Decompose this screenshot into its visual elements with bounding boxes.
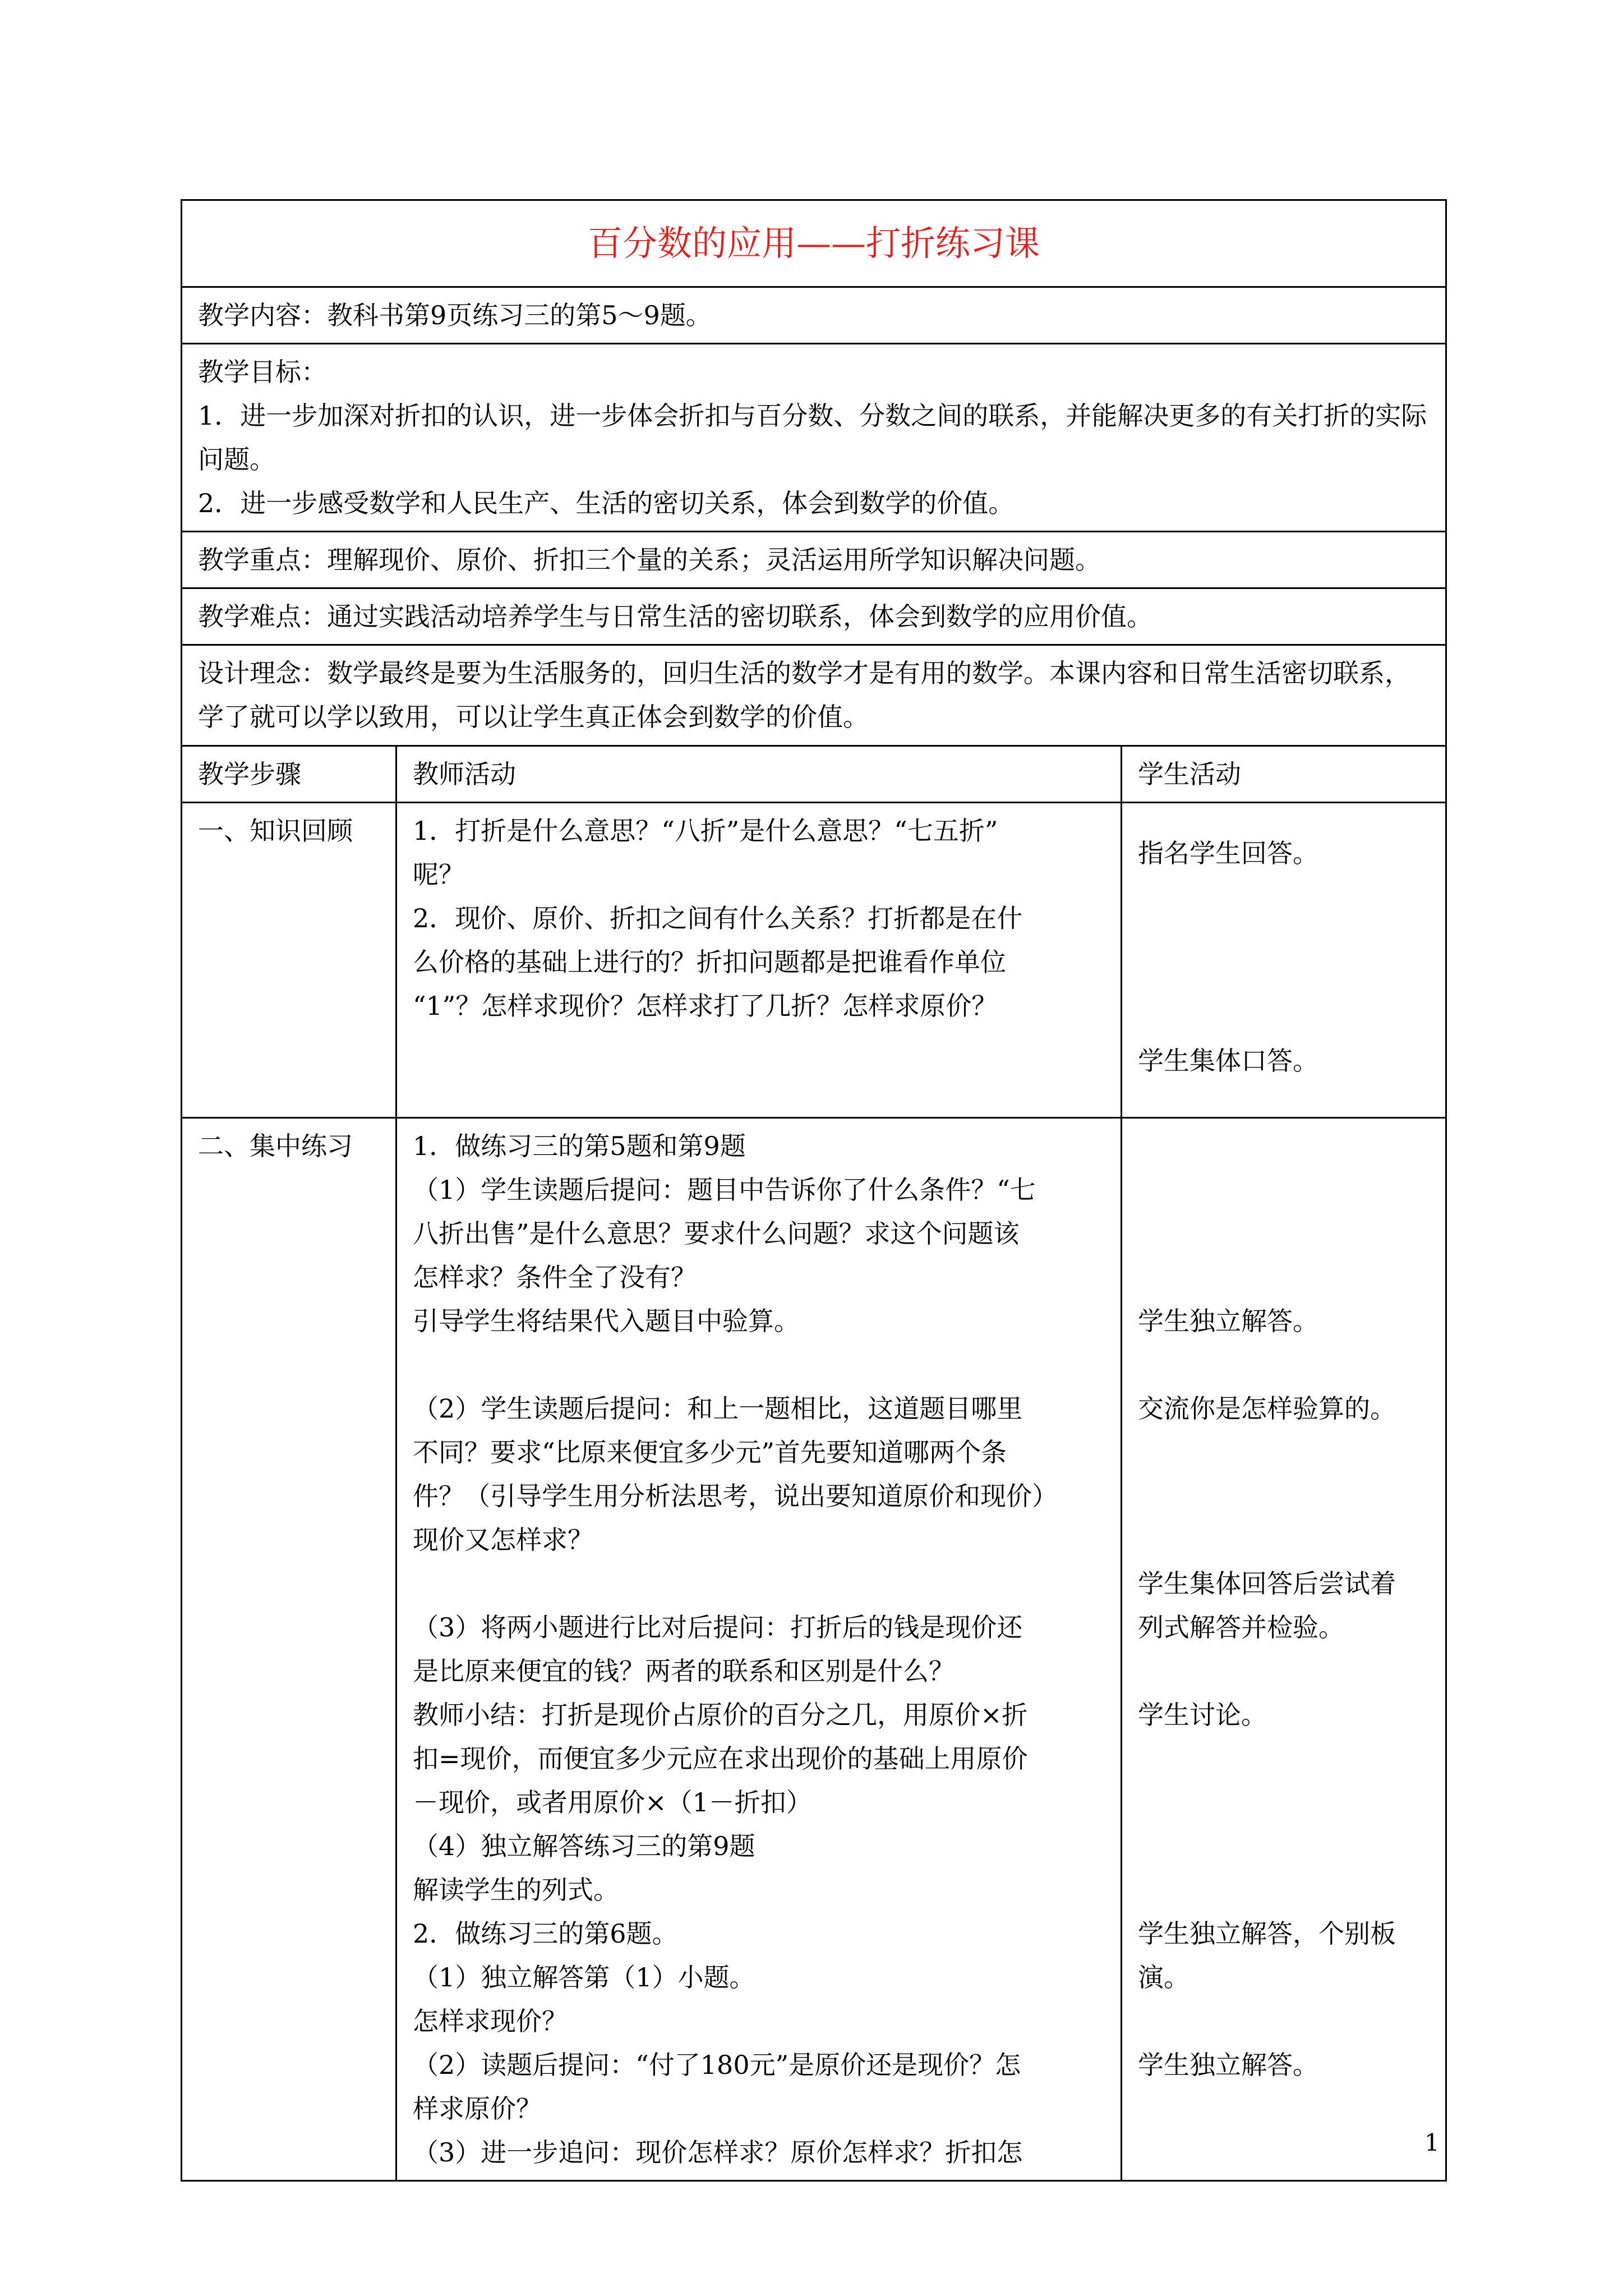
teacher-line: 么价格的基础上进行的？折扣问题都是把谁看作单位: [413, 947, 1006, 977]
key-points-text: 教学重点：理解现价、原价、折扣三个量的关系；灵活运用所学知识解决问题。: [198, 545, 1101, 575]
key-points: [182, 532, 1446, 588]
teacher-line: “1”？怎样求现价？怎样求打了几折？怎样求原价？: [413, 991, 998, 1021]
teacher-line: （2）学生读题后提问：和上一题相比，这道题目哪里: [413, 1393, 1023, 1424]
student-line: 学生独立解答。: [1138, 2050, 1318, 2080]
teacher-line: 怎样求？条件全了没有？: [413, 1262, 697, 1292]
objective-item-1: 1．进一步加深对折扣的认识，进一步体会折扣与百分数、分数之间的联系，并能解决更多的有关打折的实际问题。: [198, 401, 1427, 475]
teacher-line: 怎样求现价？: [413, 2006, 568, 2036]
teacher-line: 教师小结：打折是现价占原价的百分之几，用原价×折: [413, 1700, 1028, 1730]
section-1-student: [1122, 803, 1446, 1118]
section-2-student: [1122, 1118, 1446, 2181]
student-line: 学生独立解答。: [1138, 1306, 1318, 1336]
teacher-line: 不同？要求“比原来便宜多少元”首先要知道哪两个条: [413, 1437, 1007, 1467]
student-line: 交流你是怎样验算的。: [1138, 1393, 1396, 1424]
teacher-line: 呢？: [413, 859, 464, 890]
difficulties: [182, 588, 1446, 645]
section-2-step: 二、集中练习: [182, 1118, 396, 2181]
objective-item-2: 2．进一步感受数学和人民生产、生活的密切关系，体会到数学的价值。: [198, 488, 1015, 518]
student-line: 学生独立解答，个别板: [1138, 1918, 1396, 1949]
teacher-line: 引导学生将结果代入题目中验算。: [413, 1306, 800, 1336]
teaching-objectives: [182, 344, 1446, 532]
design-concept: [182, 645, 1446, 746]
teacher-line: （2）读题后提问：“付了180元”是原价还是现价？怎: [413, 2050, 1021, 2080]
teacher-line: 2．做练习三的第6题。: [413, 1918, 678, 1949]
lesson-title: 百分数的应用——打折练习课: [182, 200, 1446, 287]
teacher-line: 八折出售”是什么意思？要求什么问题？求这个问题该: [413, 1218, 1020, 1249]
teacher-line: 是比原来便宜的钱？两者的联系和区别是什么？: [413, 1656, 955, 1686]
teaching-content-text: 教学内容：教科书第9页练习三的第5～9题。: [198, 300, 712, 330]
difficulties-text: 教学难点：通过实践活动培养学生与日常生活的密切联系，体会到数学的应用价值。: [198, 601, 1152, 632]
teacher-line: 件？（引导学生用分析法思考，说出要知道原价和现价）: [413, 1481, 1058, 1511]
lesson-plan-table: [181, 199, 1447, 2182]
teacher-line: 现价又怎样求？: [413, 1525, 593, 1555]
teacher-line: （1）学生读题后提问：题目中告诉你了什么条件？“七: [413, 1175, 1036, 1205]
objectives-label: 教学目标：: [198, 357, 327, 387]
student-line: 列式解答并检验。: [1138, 1612, 1344, 1642]
student-line: 学生集体口答。: [1138, 1046, 1318, 1076]
section-1-step: 一、知识回顾: [182, 803, 396, 1118]
header-student: 学生活动: [1122, 746, 1446, 803]
teacher-line: 扣=现价，而便宜多少元应在求出现价的基础上用原价: [413, 1743, 1028, 1774]
header-teacher: 教师活动: [396, 746, 1122, 803]
section-1-teacher: [396, 803, 1122, 1118]
teacher-line: （3）进一步追问：现价怎样求？原价怎样求？折扣怎: [413, 2137, 1023, 2168]
teacher-line: 1．打折是什么意思？“八折”是什么意思？“七五折”: [413, 816, 998, 846]
teacher-line: 解读学生的列式。: [413, 1875, 619, 1905]
teacher-line: （1）独立解答第（1）小题。: [413, 1962, 755, 1993]
header-steps: 教学步骤: [182, 746, 396, 803]
student-line: 演。: [1138, 1962, 1189, 1993]
teacher-line: （4）独立解答练习三的第9题: [413, 1831, 755, 1861]
teacher-line: 样求原价？: [413, 2093, 542, 2124]
page-number: 1: [1424, 2129, 1440, 2156]
teacher-line: －现价，或者用原价×（1－折扣）: [413, 1787, 812, 1818]
design-concept-text: 设计理念：数学最终是要为生活服务的，回归生活的数学才是有用的数学。本课内容和日常生活密切联系，学了就可以学以致用，可以让学生真正体会到数学的价值。: [198, 658, 1410, 732]
teacher-line: （3）将两小题进行比对后提问：打折后的钱是现价还: [413, 1612, 1023, 1642]
teacher-line: 1．做练习三的第5题和第9题: [413, 1131, 746, 1161]
student-line: 指名学生回答。: [1138, 838, 1318, 868]
student-line: 学生集体回答后尝试着: [1138, 1568, 1396, 1599]
teacher-line: 2．现价、原价、折扣之间有什么关系？打折都是在什: [413, 903, 1023, 933]
section-2-teacher: [396, 1118, 1122, 2181]
student-line: 学生讨论。: [1138, 1700, 1267, 1730]
teaching-content: [182, 287, 1446, 344]
